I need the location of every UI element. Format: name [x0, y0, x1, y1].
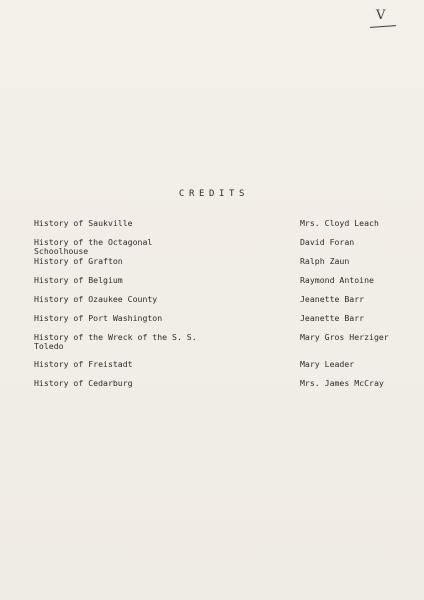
credit-row: [34, 333, 394, 360]
page-number: V: [376, 8, 386, 23]
credit-topic: History of Belgium: [34, 275, 123, 285]
credit-topic: History of Freistadt: [34, 359, 133, 369]
credit-topic: History of the Octagonal Schoolhouse: [34, 237, 153, 256]
credit-topic: History of Ozaukee County: [34, 294, 158, 304]
page-title: CREDITS: [178, 189, 250, 199]
credit-author: Mary Gros Herziger: [300, 332, 389, 342]
page-number-underline: [370, 25, 396, 28]
credit-author: Mrs. Cloyd Leach: [300, 218, 379, 228]
credit-row: [34, 295, 394, 314]
credit-topic: History of Saukville: [34, 218, 133, 228]
credit-author: Ralph Zaun: [300, 256, 350, 266]
credit-row: [34, 360, 394, 379]
credit-row: [34, 257, 394, 276]
credit-row: [34, 219, 394, 238]
credit-row: [34, 276, 394, 295]
credit-author: Mrs. James McCray: [300, 378, 384, 388]
credits-list: [34, 219, 394, 398]
credit-topic: History of the Wreck of the S. S. Toledo: [34, 332, 197, 351]
credit-author: Raymond Antoine: [300, 275, 374, 285]
credit-author: Jeanette Barr: [300, 313, 365, 323]
credit-topic: History of Cedarburg: [34, 378, 133, 388]
credit-author: David Foran: [300, 237, 355, 247]
credit-topic: History of Port Washington: [34, 313, 163, 323]
credit-topic: History of Grafton: [34, 256, 123, 266]
credit-row: [34, 379, 394, 398]
credit-author: Jeanette Barr: [300, 294, 365, 304]
credit-row: [34, 238, 394, 257]
credit-author: Mary Leader: [300, 359, 355, 369]
credit-row: [34, 314, 394, 333]
